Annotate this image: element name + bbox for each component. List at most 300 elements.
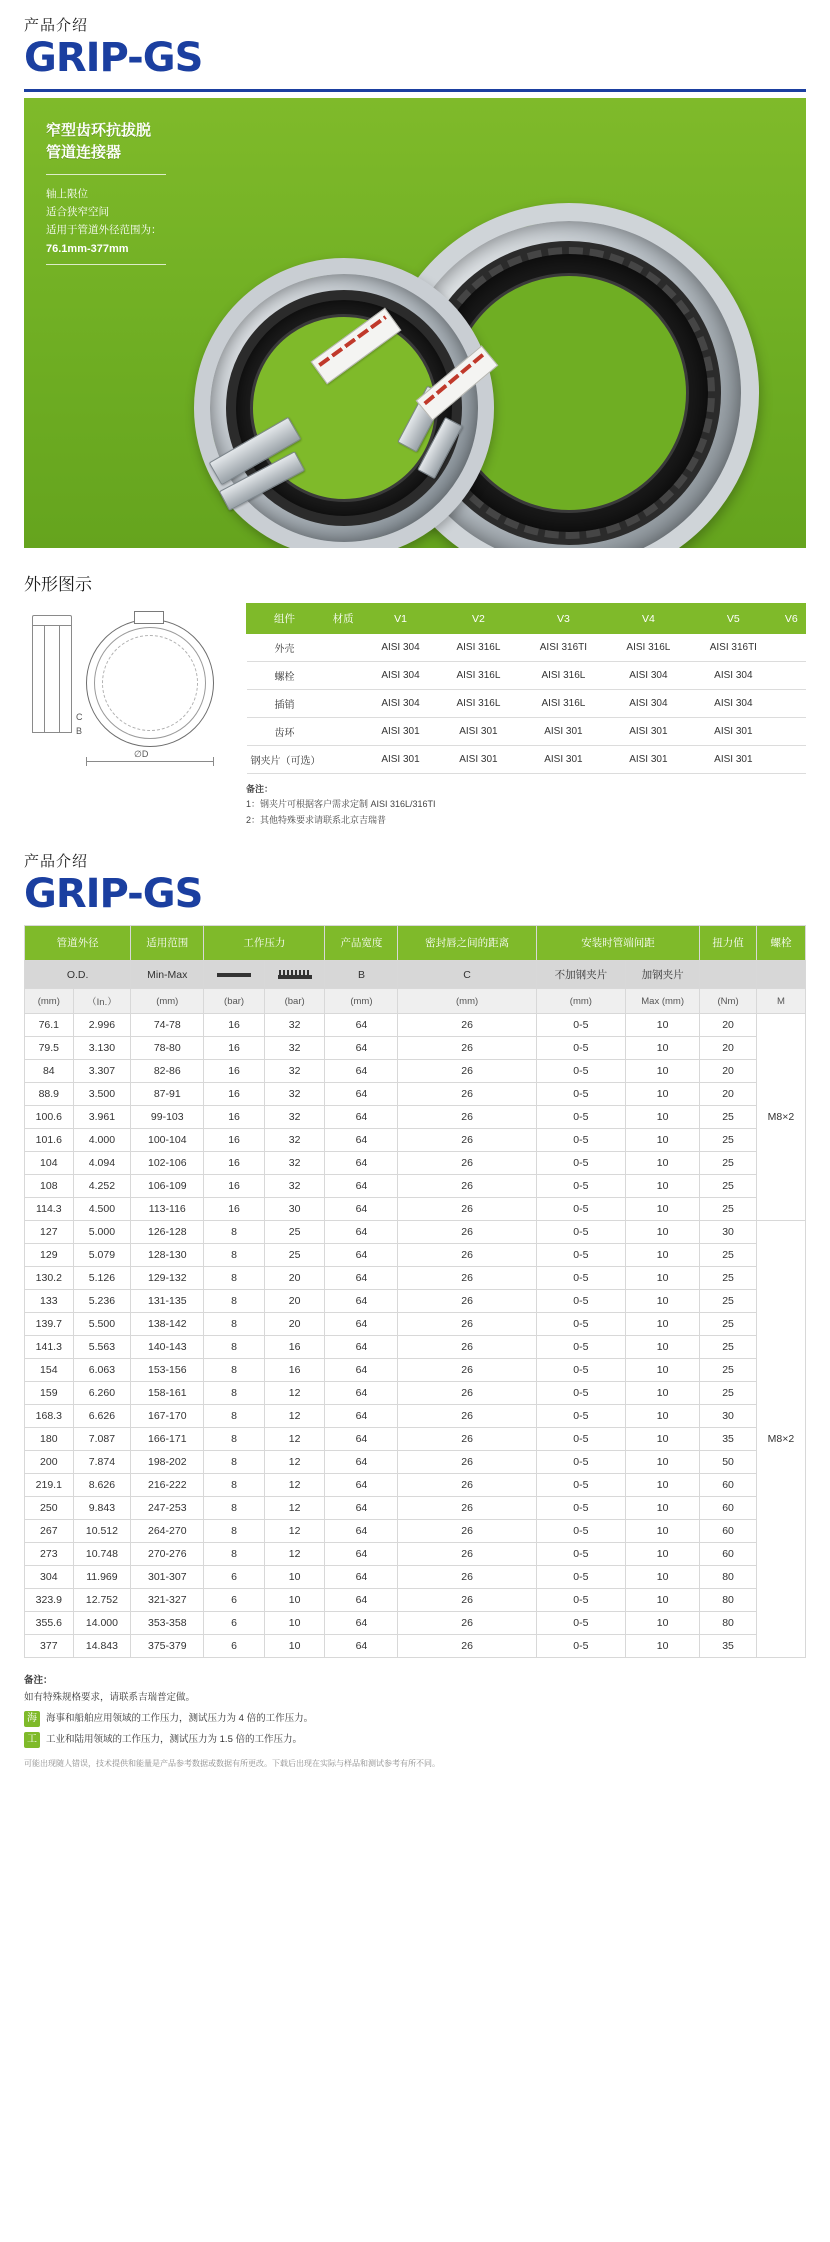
spec-cell: 8 — [204, 1428, 265, 1451]
spec-cell: 8 — [204, 1520, 265, 1543]
spec-cell: 60 — [700, 1520, 757, 1543]
materials-cell — [777, 662, 805, 690]
spec-cell: 0-5 — [536, 1221, 625, 1244]
spec-cell: 26 — [398, 1612, 536, 1635]
spec-cell: 30 — [700, 1221, 757, 1244]
spec-cell: 26 — [398, 1014, 536, 1037]
table-row — [25, 1083, 806, 1106]
spec-cell: 8 — [204, 1382, 265, 1405]
spec-cell: 0-5 — [536, 1244, 625, 1267]
spec-cell: 26 — [398, 1221, 536, 1244]
spec-cell: 10 — [626, 1221, 700, 1244]
spec-bolt-cell: M8×2 — [756, 1014, 805, 1221]
spec-header-row-3 — [25, 989, 806, 1014]
spec-cell: 2.996 — [73, 1014, 131, 1037]
materials-col-v4: V4 — [607, 604, 689, 634]
spec-cell: 26 — [398, 1405, 536, 1428]
spec-cell: 64 — [325, 1129, 398, 1152]
materials-cell: AISI 301 — [437, 746, 519, 774]
spec-table — [24, 925, 806, 1658]
spec-cell: 108 — [25, 1175, 74, 1198]
spec-cell: 11.969 — [73, 1566, 131, 1589]
materials-note-1: 1：钢夹片可根据客户需求定制 AISI 316L/316TI — [246, 799, 436, 810]
spec-cell: 26 — [398, 1474, 536, 1497]
materials-cell: AISI 316L — [520, 662, 608, 690]
spec-cell: 16 — [204, 1060, 265, 1083]
spec-cell: 64 — [325, 1290, 398, 1313]
spec-cell: 32 — [264, 1014, 325, 1037]
spec-cell: 8 — [204, 1267, 265, 1290]
spec-cell: 99-103 — [131, 1106, 204, 1129]
spec-cell: 79.5 — [25, 1037, 74, 1060]
spec-cell: 32 — [264, 1106, 325, 1129]
spec-cell: 25 — [700, 1106, 757, 1129]
spec-cell: 377 — [25, 1635, 74, 1658]
materials-cell: AISI 316L — [437, 690, 519, 718]
spec-cell: 64 — [325, 1474, 398, 1497]
spec-cell: 10 — [626, 1359, 700, 1382]
outline-drawing — [24, 603, 234, 783]
spec-cell: 127 — [25, 1221, 74, 1244]
spec-cell: 10 — [626, 1405, 700, 1428]
spec-cell: 4.500 — [73, 1198, 131, 1221]
spec-table-head — [25, 925, 806, 1013]
spec-cell: 301-307 — [131, 1566, 204, 1589]
spec-cell: 25 — [700, 1267, 757, 1290]
spec-cell: 0-5 — [536, 1152, 625, 1175]
spec-cell: 247-253 — [131, 1497, 204, 1520]
table-row — [25, 1405, 806, 1428]
table-row — [25, 1520, 806, 1543]
hero-heading-line2: 管道连接器 — [46, 143, 122, 161]
spec-cell: 64 — [325, 1428, 398, 1451]
materials-cell: AISI 301 — [364, 718, 438, 746]
spec-cell: 25 — [700, 1175, 757, 1198]
pipe-ribbed-icon — [264, 961, 325, 989]
spec-cell: 10 — [626, 1428, 700, 1451]
spec-cell: 16 — [264, 1359, 325, 1382]
spec-cell: 64 — [325, 1037, 398, 1060]
materials-cell-spacer — [323, 746, 364, 774]
spec-cell: 64 — [325, 1612, 398, 1635]
hero-bullet-1: 适合狭窄空间 — [46, 205, 109, 218]
spec-cell: 26 — [398, 1037, 536, 1060]
materials-header-row — [247, 604, 806, 634]
spec-col-od-group: 管道外径 — [25, 925, 131, 960]
drawing-label-c: C — [76, 712, 83, 722]
spec-cell: 6 — [204, 1635, 265, 1658]
spec-cell: 25 — [264, 1221, 325, 1244]
spec-cell: 8 — [204, 1405, 265, 1428]
spec-sub-torque — [700, 961, 757, 989]
table-row — [25, 1129, 806, 1152]
spec-cell: 264-270 — [131, 1520, 204, 1543]
table-row — [25, 1336, 806, 1359]
spec-cell: 8.626 — [73, 1474, 131, 1497]
materials-cell: AISI 304 — [607, 662, 689, 690]
spec-cell: 5.079 — [73, 1244, 131, 1267]
spec-cell: 25 — [700, 1244, 757, 1267]
spec-cell: 64 — [325, 1382, 398, 1405]
drawing-top-tab — [134, 611, 164, 624]
spec-cell: 5.500 — [73, 1313, 131, 1336]
spec-cell: 16 — [204, 1152, 265, 1175]
spec-cell: 200 — [25, 1451, 74, 1474]
spec-cell: 25 — [700, 1313, 757, 1336]
table-row — [25, 1060, 806, 1083]
spec-col-width-group: 产品宽度 — [325, 925, 398, 960]
spec-cell: 26 — [398, 1083, 536, 1106]
spec-unit-c-mm: (mm) — [398, 989, 536, 1014]
materials-cell-spacer — [323, 690, 364, 718]
spec-cell: 10 — [626, 1336, 700, 1359]
spec-cell: 0-5 — [536, 1106, 625, 1129]
spec-cell: 138-142 — [131, 1313, 204, 1336]
spec-cell: 10 — [626, 1382, 700, 1405]
spec-table-body — [25, 1014, 806, 1658]
materials-cell: AISI 304 — [364, 690, 438, 718]
spec-cell: 14.843 — [73, 1635, 131, 1658]
materials-table — [246, 603, 806, 774]
spec-cell: 14.000 — [73, 1612, 131, 1635]
spec-cell: 10 — [626, 1543, 700, 1566]
materials-col-material: 材质 — [323, 604, 364, 634]
hero-divider-2 — [46, 264, 166, 265]
spec-cell: 12 — [264, 1428, 325, 1451]
spec-cell: 141.3 — [25, 1336, 74, 1359]
spec-cell: 153-156 — [131, 1359, 204, 1382]
spec-cell: 10 — [626, 1106, 700, 1129]
spec-cell: 250 — [25, 1497, 74, 1520]
spec-cell: 6.260 — [73, 1382, 131, 1405]
spec-cell: 20 — [264, 1267, 325, 1290]
spec-cell: 216-222 — [131, 1474, 204, 1497]
spec-cell: 10 — [264, 1612, 325, 1635]
spec-col-gap-group: 安装时管端间距 — [536, 925, 700, 960]
spec-cell: 0-5 — [536, 1290, 625, 1313]
spec-cell: 64 — [325, 1267, 398, 1290]
materials-cell: AISI 304 — [364, 634, 438, 662]
spec-cell: 375-379 — [131, 1635, 204, 1658]
spec-cell: 0-5 — [536, 1198, 625, 1221]
spec-cell: 64 — [325, 1175, 398, 1198]
hero-size-range: 76.1mm-377mm — [46, 242, 129, 255]
title-divider — [24, 89, 806, 92]
spec-cell: 32 — [264, 1037, 325, 1060]
spec-cell: 20 — [700, 1037, 757, 1060]
spec-cell: 353-358 — [131, 1612, 204, 1635]
spec-cell: 3.130 — [73, 1037, 131, 1060]
spec-cell: 30 — [700, 1405, 757, 1428]
spec-cell: 0-5 — [536, 1382, 625, 1405]
spec-cell: 0-5 — [536, 1566, 625, 1589]
spec-cell: 26 — [398, 1359, 536, 1382]
spec-cell: 32 — [264, 1152, 325, 1175]
spec-cell: 10 — [626, 1014, 700, 1037]
spec-cell: 355.6 — [25, 1612, 74, 1635]
spec-cell: 154 — [25, 1359, 74, 1382]
materials-col-v2: V2 — [437, 604, 519, 634]
spec-cell: 0-5 — [536, 1359, 625, 1382]
spec-cell: 3.500 — [73, 1083, 131, 1106]
spec-cell: 8 — [204, 1497, 265, 1520]
spec-cell: 10.748 — [73, 1543, 131, 1566]
spec-cell: 9.843 — [73, 1497, 131, 1520]
spec-cell: 0-5 — [536, 1543, 625, 1566]
spec-cell: 64 — [325, 1152, 398, 1175]
spec-cell: 0-5 — [536, 1474, 625, 1497]
spec-cell: 26 — [398, 1313, 536, 1336]
spec-sub-minmax: Min-Max — [131, 961, 204, 989]
table-row — [25, 1589, 806, 1612]
spec-cell: 64 — [325, 1359, 398, 1382]
spec-cell: 100-104 — [131, 1129, 204, 1152]
spec-cell: 26 — [398, 1129, 536, 1152]
spec-cell: 0-5 — [536, 1589, 625, 1612]
outline-section-title: 外形图示 — [24, 575, 92, 594]
spec-cell: 10 — [626, 1129, 700, 1152]
materials-row-name: 外壳 — [247, 634, 323, 662]
materials-notes — [246, 782, 806, 828]
table-row — [25, 1382, 806, 1405]
spec-cell: 270-276 — [131, 1543, 204, 1566]
spec-cell: 0-5 — [536, 1129, 625, 1152]
footer-note-main: 如有特殊规格要求，请联系吉瑞普定做。 — [24, 1692, 196, 1704]
materials-col-v6: V6 — [777, 604, 805, 634]
spec-cell: 0-5 — [536, 1405, 625, 1428]
spec-cell: 10 — [626, 1474, 700, 1497]
spec-unit-gap-mm: (mm) — [536, 989, 625, 1014]
spec-col-lipdist-group: 密封唇之间的距离 — [398, 925, 536, 960]
spec-cell: 76.1 — [25, 1014, 74, 1037]
spec-cell: 25 — [700, 1198, 757, 1221]
spec-cell: 166-171 — [131, 1428, 204, 1451]
spec-cell: 10 — [626, 1060, 700, 1083]
spec-bolt-cell: M8×2 — [756, 1221, 805, 1658]
spec-cell: 8 — [204, 1313, 265, 1336]
drawing-dimension-line — [86, 761, 214, 762]
spec-cell: 30 — [264, 1198, 325, 1221]
spec-cell: 64 — [325, 1405, 398, 1428]
spec-cell: 16 — [204, 1106, 265, 1129]
spec-cell: 10 — [264, 1566, 325, 1589]
spec-cell: 10 — [626, 1083, 700, 1106]
spec-cell: 64 — [325, 1566, 398, 1589]
materials-cell: AISI 301 — [520, 746, 608, 774]
spec-cell: 60 — [700, 1474, 757, 1497]
spec-cell: 32 — [264, 1129, 325, 1152]
spec-cell: 80 — [700, 1589, 757, 1612]
spec-cell: 16 — [264, 1336, 325, 1359]
spec-cell: 10 — [626, 1175, 700, 1198]
spec-cell: 25 — [700, 1152, 757, 1175]
table-row — [25, 1106, 806, 1129]
spec-cell: 26 — [398, 1244, 536, 1267]
spec-cell: 26 — [398, 1152, 536, 1175]
spec-cell: 10 — [626, 1290, 700, 1313]
spec-cell: 8 — [204, 1543, 265, 1566]
spec-cell: 20 — [700, 1083, 757, 1106]
page-title-2: GRIP-GS — [24, 870, 203, 917]
spec-cell: 5.236 — [73, 1290, 131, 1313]
marine-badge-icon: 海 — [24, 1711, 40, 1727]
spec-cell: 198-202 — [131, 1451, 204, 1474]
materials-cell: AISI 316TI — [520, 634, 608, 662]
spec-cell: 26 — [398, 1497, 536, 1520]
spec-cell: 0-5 — [536, 1336, 625, 1359]
spec-cell: 26 — [398, 1382, 536, 1405]
materials-cell: AISI 301 — [690, 718, 778, 746]
spec-cell: 304 — [25, 1566, 74, 1589]
table-row — [25, 1198, 806, 1221]
spec-unit-nm: (Nm) — [700, 989, 757, 1014]
spec-cell: 10 — [264, 1589, 325, 1612]
spec-cell: 64 — [325, 1221, 398, 1244]
materials-cell: AISI 304 — [607, 690, 689, 718]
pipe-smooth-icon — [204, 961, 265, 989]
spec-cell: 12 — [264, 1474, 325, 1497]
spec-cell: 128-130 — [131, 1244, 204, 1267]
spec-cell: 159 — [25, 1382, 74, 1405]
materials-col-v5: V5 — [690, 604, 778, 634]
spec-cell: 25 — [700, 1336, 757, 1359]
spec-cell: 267 — [25, 1520, 74, 1543]
spec-cell: 8 — [204, 1290, 265, 1313]
spec-cell: 167-170 — [131, 1405, 204, 1428]
spec-cell: 323.9 — [25, 1589, 74, 1612]
spec-col-range-group: 适用范围 — [131, 925, 204, 960]
spec-cell: 100.6 — [25, 1106, 74, 1129]
table-row — [25, 1635, 806, 1658]
spec-cell: 26 — [398, 1106, 536, 1129]
spec-cell: 8 — [204, 1359, 265, 1382]
materials-cell: AISI 301 — [437, 718, 519, 746]
drawing-side-view — [32, 625, 72, 733]
spec-cell: 20 — [700, 1060, 757, 1083]
spec-unit-b-mm: (mm) — [325, 989, 398, 1014]
spec-unit-m: M — [756, 989, 805, 1014]
spec-cell: 8 — [204, 1336, 265, 1359]
spec-sub-od: O.D. — [25, 961, 131, 989]
spec-cell: 26 — [398, 1589, 536, 1612]
industrial-badge-icon: 工 — [24, 1732, 40, 1748]
spec-cell: 6.063 — [73, 1359, 131, 1382]
materials-cell-spacer — [323, 634, 364, 662]
hero-bullet-2: 适用于管道外径范围为： — [46, 224, 162, 237]
drawing-cb-labels — [76, 711, 83, 738]
spec-cell: 64 — [325, 1635, 398, 1658]
materials-row-name: 插销 — [247, 690, 323, 718]
spec-cell: 114.3 — [25, 1198, 74, 1221]
spec-cell: 82-86 — [131, 1060, 204, 1083]
product-photo-illustration — [164, 108, 804, 548]
materials-row-name: 螺栓 — [247, 662, 323, 690]
spec-cell: 3.961 — [73, 1106, 131, 1129]
spec-cell: 0-5 — [536, 1520, 625, 1543]
intro-kicker: 产品介绍 — [24, 17, 89, 34]
product-intro-header — [0, 0, 830, 83]
spec-cell: 126-128 — [131, 1221, 204, 1244]
spec-cell: 131-135 — [131, 1290, 204, 1313]
footer-disclaimer: 可能出现随人错误，技术提供和能量是产品参考数据或数据有所更改。下载后出现在实际与样品和测试参考有所不同。 — [24, 1759, 440, 1769]
materials-cell — [777, 690, 805, 718]
table-row — [25, 1474, 806, 1497]
spec-cell: 4.094 — [73, 1152, 131, 1175]
table-row — [25, 1612, 806, 1635]
spec-cell: 64 — [325, 1451, 398, 1474]
spec-cell: 10 — [626, 1152, 700, 1175]
spec-cell: 26 — [398, 1336, 536, 1359]
footer-note-marine-text: 海事和船舶应用领域的工作压力，测试压力为 4 倍的工作压力。 — [46, 1713, 314, 1725]
materials-cell — [777, 634, 805, 662]
materials-col-component: 组件 — [247, 604, 323, 634]
spec-cell: 26 — [398, 1635, 536, 1658]
table-row — [25, 1359, 806, 1382]
spec-cell: 104 — [25, 1152, 74, 1175]
materials-body — [247, 634, 806, 774]
spec-cell: 0-5 — [536, 1083, 625, 1106]
spec-cell: 35 — [700, 1428, 757, 1451]
spec-cell: 25 — [264, 1244, 325, 1267]
spec-sub-with-steel-clip: 加钢夹片 — [626, 961, 700, 989]
spec-cell: 113-116 — [131, 1198, 204, 1221]
table-row — [247, 718, 806, 746]
spec-cell: 25 — [700, 1290, 757, 1313]
materials-cell: AISI 316TI — [690, 634, 778, 662]
drawing-inner-circle — [102, 635, 198, 731]
spec-cell: 26 — [398, 1175, 536, 1198]
spec-cell: 60 — [700, 1543, 757, 1566]
spec-unit-range-mm: (mm) — [131, 989, 204, 1014]
spec-cell: 10 — [626, 1313, 700, 1336]
materials-cell-spacer — [323, 662, 364, 690]
materials-note-2: 2：其他特殊要求请联系北京吉瑞普 — [246, 814, 387, 825]
table-row — [25, 1014, 806, 1037]
spec-cell: 20 — [264, 1290, 325, 1313]
spec-cell: 10 — [626, 1635, 700, 1658]
spec-cell: 16 — [204, 1014, 265, 1037]
spec-unit-gap-max-mm: Max (mm) — [626, 989, 700, 1014]
spec-cell: 0-5 — [536, 1428, 625, 1451]
materials-notes-title: 备注： — [246, 784, 274, 794]
spec-table-wrap — [24, 925, 806, 1658]
spec-cell: 26 — [398, 1451, 536, 1474]
spec-cell: 26 — [398, 1543, 536, 1566]
spec-cell: 10 — [626, 1520, 700, 1543]
spec-cell: 168.3 — [25, 1405, 74, 1428]
materials-row-name: 钢夹片（可选） — [247, 746, 323, 774]
spec-cell: 4.252 — [73, 1175, 131, 1198]
table-row — [247, 662, 806, 690]
spec-cell: 6 — [204, 1566, 265, 1589]
spec-cell: 12 — [264, 1382, 325, 1405]
spec-cell: 6 — [204, 1589, 265, 1612]
spec-cell: 32 — [264, 1083, 325, 1106]
spec-cell: 10 — [626, 1451, 700, 1474]
spec-cell: 25 — [700, 1129, 757, 1152]
spec-col-torque-group: 扭力值 — [700, 925, 757, 960]
hero-heading-line1: 窄型齿环抗拔脱 — [46, 122, 152, 139]
spec-cell: 64 — [325, 1014, 398, 1037]
spec-cell: 130.2 — [25, 1267, 74, 1290]
spec-cell: 10 — [626, 1589, 700, 1612]
spec-sub-b: B — [325, 961, 398, 989]
footer-note-industrial-text: 工业和陆用领域的工作压力，测试压力为 1.5 倍的工作压力。 — [46, 1734, 302, 1746]
spec-unit-mm: (mm) — [25, 989, 74, 1014]
spec-cell: 12.752 — [73, 1589, 131, 1612]
spec-cell: 26 — [398, 1290, 536, 1313]
materials-cell: AISI 301 — [607, 746, 689, 774]
